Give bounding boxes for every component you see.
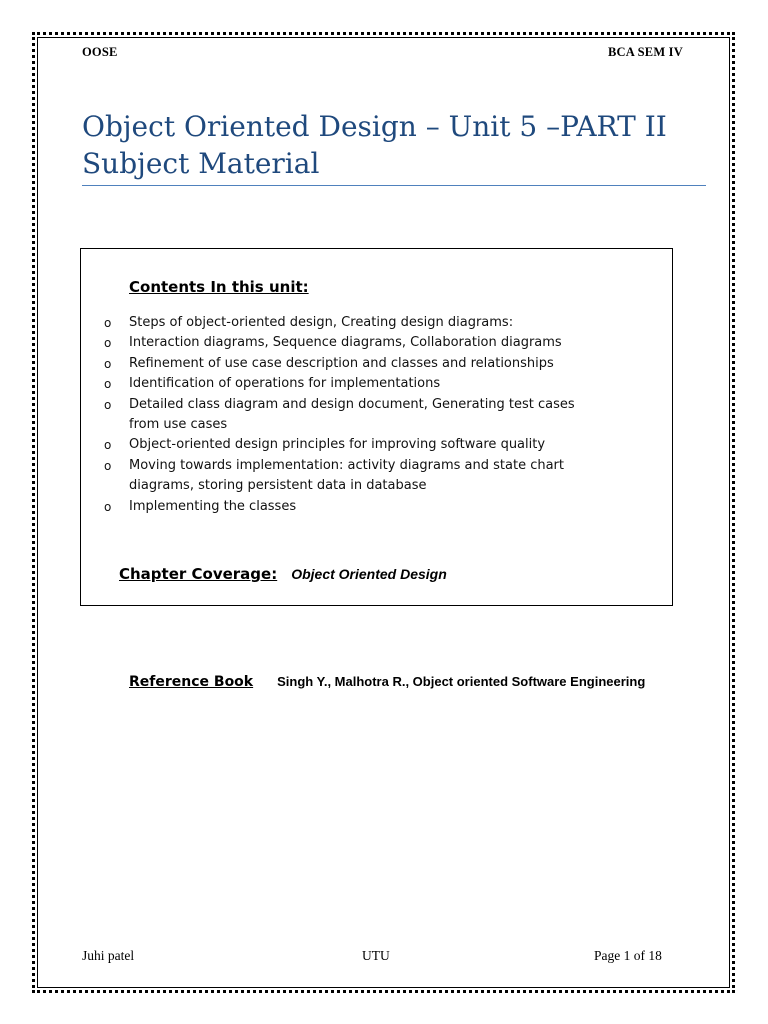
bullet-icon: o	[104, 336, 112, 351]
contents-list	[104, 313, 604, 517]
list-item	[104, 374, 604, 394]
bullet-icon: o	[104, 499, 112, 514]
list-item-text: Object-oriented design principles for improving software quality	[129, 437, 546, 453]
document-title-line1: Object Oriented Design – Unit 5 –PART II	[82, 110, 667, 143]
list-item	[104, 354, 604, 374]
document-title-line2: Subject Material	[82, 147, 320, 180]
chapter-coverage	[119, 565, 447, 584]
footer-institution: UTU	[362, 948, 390, 963]
bullet-icon: o	[104, 438, 112, 453]
title-underline-rule	[82, 185, 706, 186]
list-item	[104, 313, 604, 333]
list-item-text: Identification of operations for implementations	[129, 376, 441, 392]
list-item-text: Detailed class diagram and design document, Generating test cases from use cases	[129, 396, 575, 433]
footer-page-number: Page 1 of 18	[594, 948, 662, 963]
list-item-text: Refinement of use case description and classes and relationships	[129, 355, 554, 371]
document-title	[82, 108, 712, 182]
reference-book-label: Reference Book	[129, 674, 254, 690]
bullet-icon: o	[104, 356, 112, 371]
contents-heading: Contents In this unit:	[129, 278, 309, 296]
list-item	[104, 435, 604, 455]
list-item-text: Steps of object-oriented design, Creating design diagrams:	[129, 315, 514, 330]
bullet-icon: o	[104, 458, 112, 473]
list-item	[104, 395, 604, 436]
bullet-icon: o	[104, 377, 112, 392]
bullet-icon: o	[104, 397, 112, 412]
chapter-coverage-label: Chapter Coverage:	[119, 565, 278, 583]
list-item-text: Interaction diagrams, Sequence diagrams, Collaboration diagrams	[129, 335, 562, 351]
list-item	[104, 333, 604, 353]
chapter-coverage-value: Object Oriented Design	[291, 566, 447, 582]
header-right-text: BCA SEM IV	[608, 45, 683, 59]
header-left-text: OOSE	[82, 45, 118, 59]
reference-book-value: Singh Y., Malhotra R., Object oriented Software Engineering	[277, 674, 646, 689]
reference-book	[129, 673, 645, 691]
list-item-text: Implementing the classes	[129, 498, 297, 514]
list-item	[104, 456, 604, 497]
list-item	[104, 497, 604, 517]
list-item-text: Moving towards implementation: activity diagrams and state chart diagrams, storing persistent data in database	[129, 457, 564, 494]
footer-author: Juhi patel	[82, 948, 135, 963]
bullet-icon: o	[104, 316, 112, 330]
